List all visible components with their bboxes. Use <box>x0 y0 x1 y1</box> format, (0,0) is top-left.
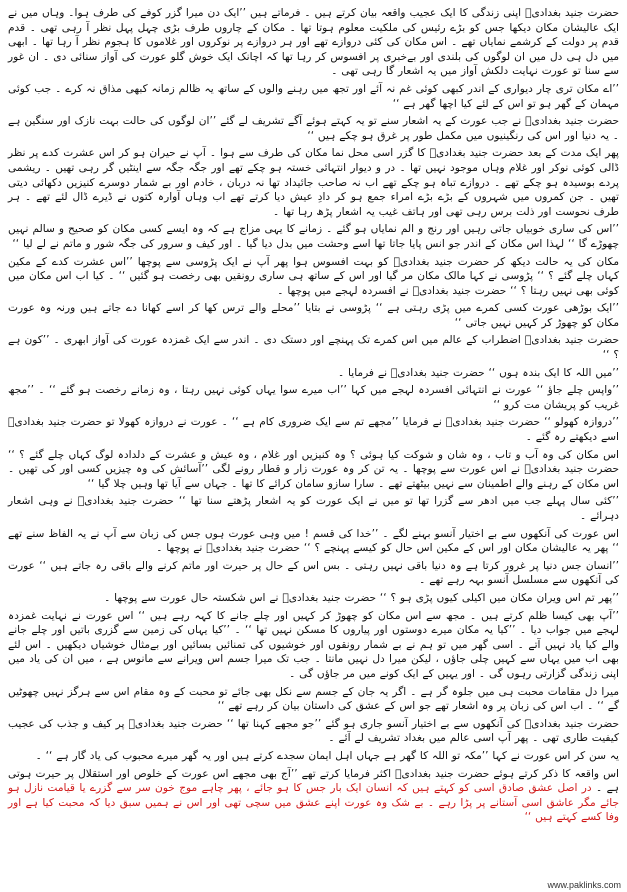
article-paragraph: حضرت جنید بغدادیؒ کی آنکھوں سے بے اختیار آنسو جاری ہو گئے ’’جو مجھے کہنا تھا ‘‘ حضرت جنید بغدادیؒ پر کیف و جذب کی عجیب کیفیت طاری تھی ۔ پھر آپ اسی عالم میں بغداد تشریف لے آئے ۔ <box>8 717 619 745</box>
article-paragraph: ’’میں اللہ کا ایک بندہ ہوں ‘‘ حضرت جنید بغدادیؒ نے فرمایا ۔ <box>337 366 619 379</box>
closing-highlight: در اصل عشق صادق اسی کو کہتے ہیں کہ انسان ایک بار جس کا ہو جائے ، پھر چاہے موج خون سر سے گزرے یا قیامت نازل ہو جائے مگر عاشق اسی آستانے پر پڑا رہے ۔ بے شک وہ عورت اپنے عشق میں سچی تھی اور اس نے ہمیں سبق دیا کہ محبت کیا ہے اور وفا کسے کہتے ہیں ‘‘ <box>8 782 619 824</box>
article-paragraph: میرا دل مقامات محبت ہی میں جلوہ گر ہے ۔ اگر یہ جان کے جسم سے نکل بھی جائے تو محبت کے وہ مقام اس سے ہرگز نہیں چھوٹیں گے ‘‘ ۔ اب اس کی زبان پر وہ اشعار تھے جو اس کے عشق کی داستان بیان کر رہے تھے ‘‘ <box>8 685 619 713</box>
article-paragraph: ’’پھر تم اس ویران مکان میں اکیلی کیوں پڑی ہو ؟ ‘‘ حضرت جنید بغدادیؒ نے اس شکستہ حال عورت سے پوچھا ۔ <box>104 591 619 604</box>
article-paragraph: اس مکان کی وہ آب و تاب ، وہ شان و شوکت کیا ہوئی ؟ وہ کنیزیں اور غلام ، وہ عیش و عشرت کے دلدادہ لوگ کہاں چلے گئے ؟ ‘‘ حضرت جنید بغدادیؒ نے اس عورت سے پوچھا ۔ یہ تن کر وہ عورت زار و قطار رونے لگی ’’آسائش کی وہ چیزیں کسی اور کی تھیں ۔ اس مکان کے رہنے والے اطمینان سے نہیں بیٹھتے تھے ۔ سارا سازو سامان کرائے کا تھا ۔ جہاں سے آیا تھا وہیں چلا گیا ‘‘ <box>8 448 619 490</box>
article-paragraph: ’’کئی سال پہلے جب میں ادھر سے گزرا تھا تو میں نے ایک عورت کو یہ اشعار پڑھتے سنا تھا ‘‘ حضرت جنید بغدادیؒ نے وہی اشعار دہرائے ۔ <box>8 495 619 522</box>
article-paragraph: ’’اے مکان تری چار دیواری کے اندر کبھی کوئی غم نہ آئے اور تجھ میں رہنے والوں کے ساتھ یہ ظالم زمانہ کبھی مذاق نہ کرے ۔ جب کوئی مہمان کے گھر ہو تو اس کے لئے کیا اچھا گھر ہے ‘‘ <box>8 82 619 110</box>
article-paragraph: ’’انسان جس دنیا پر غرور کرتا ہے وہ دنیا باقی نہیں رہتی ۔ بس اس کے حال پر حیرت اور ماتم کرنے والے باقی رہ جاتے ہیں ‘‘ عورت کی آنکھوں سے مسلسل آنسو بہہ رہے تھے ۔ <box>8 559 619 587</box>
closing-paragraph <box>8 767 619 825</box>
site-watermark: www.paklinks.com <box>547 880 621 890</box>
article-paragraph: ’’دروازہ کھولو ‘‘ حضرت جنید بغدادیؒ نے فرمایا ’’مجھے تم سے ایک ضروری کام ہے ‘‘ ۔ عورت نے دروازہ کھولا تو حضرت جنید بغدادیؒ اسے دیکھتے رہ گئے ۔ <box>8 416 619 444</box>
article-paragraph: یہ سن کر اس عورت نے کہا ’’مکہ تو اللہ کا گھر ہے جہاں اہل ایمان سجدے کرتے ہیں اور یہ گھر میرے محبوب کی یاد گار ہے ‘‘ ۔ <box>35 749 619 762</box>
article-paragraph: ’’واپس چلے جاؤ ‘‘ عورت نے انتہائی افسردہ لہجے میں کہا ’’اب میرے سوا یہاں کوئی نہیں رہتا ، وہ زمانے رخصت ہو گئے ‘‘ ۔ ’’مجھ غریب کو پریشان مت کرو ‘‘ <box>8 384 619 411</box>
article-paragraph: حضرت جنید بغدادیؒ نے جب عورت کے یہ اشعار سنے تو یہ کہتے ہوئے آگے تشریف لے گئے ’’ان لوگوں کی حالت بہت نازک اور سنگین ہے ۔ یہ دنیا اور اس کی رنگینیوں میں مکمل طور پر غرق ہو چکے ہیں ‘‘ <box>8 115 619 142</box>
article-paragraph: حضرت جنید بغدادیؒ اپنی زندگی کا ایک عجیب واقعہ بیان کرتے ہیں ۔ فرماتے ہیں ’’ایک دن میرا گزر کوفے کی طرف ہوا۔ وہاں میں نے ایک عالیشان مکان دیکھا جس کو بڑے رئیس کی ملکیت معلوم ہوتا تھا ۔ مکان کے چاروں طرف بڑی چہل پہل نظر آ رہی تھی ۔ قدم قدم پر دولت کے کرشمے نمایاں تھے ۔ اس مکان کی کئی دروازے تھے اور ہر دروازے پر نوکروں اور غلاموں کا ہجوم نظر آ رہا تھا ۔ ابھی میں دل ہی دل میں ان لوگوں کی بلندی اور بےخبری پر افسوس کر رہا تھا کہ اچانک ایک خوش گلو عورت کی آواز سنائی دی ۔ ان غور سے سنا تو عورت نہایت دلکش آواز میں یہ اشعار گا رہی تھی ۔ <box>8 7 619 78</box>
article-paragraph: مکان کی یہ حالت دیکھ کر حضرت جنید بغدادیؒ کو بہت افسوس ہوا پھر آپ نے ایک پڑوسی سے پوچھا ’’اس عشرت کدے کے مکین کہاں چلے گئے ؟ ‘‘ پڑوسی نے کہا مالک مکان مر گیا اور اس کے ساتھ ہی ساری رونقیں بھی رخصت ہو گئیں ‘‘ ۔ کیا اب اس مکان میں کوئی بھی نہیں رہتا ؟ ‘‘ حضرت جنید بغدادیؒ نے افسردہ لہجے میں پوچھا ۔ <box>8 255 619 297</box>
article-paragraph: ’’آپ بھی کیسا ظلم کرتے ہیں ۔ مجھ سے اس مکان کو چھوڑ کر کہیں اور چلے جانے کا کہہ رہے ہیں ‘‘ اس عورت نے نہایت غمزدہ لہجے میں جواب دیا ۔ ’’کیا یہ مکان میرے دوستوں اور پیاروں کا مسکن نہیں تھا ‘‘ ۔ ’’کیا یہاں کی زمین سے گزری باتیں اور چلے جانے والے کیا یاد نہیں آتے ۔ اسی گھر میں تو ہم نے بے شمار رونقوں اور خوشیوں کی تمنائیں بسائیں اور بےمثال خوشیاں دیکھیں ۔ اس لئے بھی اب میں یہاں سے کہیں چلی جاؤں ، لیکن میرا دل نہیں مانتا ۔ جب تک میرا جسم اس ویرانے سے مانوس ہے ، میں ان کی یاد میں اپنی زندگی گزارتی رہوں گی ۔ اور یہیں کے ایک کونے میں مر جاؤں گی ۔ <box>8 609 619 680</box>
article-paragraph: ’’ایک بوڑھی عورت کسی کمرے میں پڑی رہتی ہے ‘‘ پڑوسی نے بتایا ’’محلے والے ترس کھا کر اسے کھانا دے جاتے ہیں ورنہ وہ عورت مکان کو چھوڑ کر کہیں نہیں جاتی ‘‘ <box>8 302 619 329</box>
article-paragraph: ’’اس کی ساری خوبیاں جاتی رہیں اور رنج و الم نمایاں ہو گئے ۔ زمانے کا یہی مزاج ہے کہ وہ ایسے کسی مکان کو صحیح و سالم نہیں چھوڑے گا ‘‘ لہذا اس مکان کے اندر جو انس پایا جاتا تھا اسے وحشت میں بدل دیا گیا ۔ اور کیف و سرور کی جگہ شور و ماتم نے لے لیا ‘‘ <box>8 223 619 250</box>
article-paragraph: پھر ایک مدت کے بعد حضرت جنید بغدادیؒ کا گزر اسی محل نما مکان کی طرف سے ہوا ۔ آپ نے حیران ہو کر اس عشرت کدے پر نظر ڈالی کوئی نوکر اور غلام وہاں موجود نہیں تھا ۔ در و دیوار انتہائی خستہ ہو چکے تھے اور جگہ جگہ سے اینٹیں گر رہی تھیں ۔ ریشمی پردے بوسیدہ ہو چکے تھے ۔ دروازے تباہ ہو چکے تھے اب نہ صاحب جائیداد تھا نہ دربان ، خادم اور بے شمار دوسرے کنیزیں دکھائی دیتی تھیں ۔ جن کمروں میں شہروں کے بڑے بڑے امراء جمع ہو کر دادِ عیش دیا کرتے تھے اب وہاں آوارہ کتوں نے ڈیرے ڈال لئے تھے ۔ ہر طرف نحوست اور ذلت برس رہی تھی اور ہاتف غیب یہ اشعار پڑھ رہا تھا ۔ <box>8 147 619 218</box>
article-paragraph: اس عورت کی آنکھوں سے بے اختیار آنسو بہنے لگے ۔ ’’خدا کی قسم ! میں وہی عورت ہوں جس کی زبان سے آپ نے یہ الفاظ سنے تھے ‘‘ پھر یہ عالیشان مکان اور اس کے مکین اس حال کو کیسے پہنچے ؟ ‘‘ حضرت جنید بغدادیؒ نے پوچھا ۔ <box>8 527 619 555</box>
closing-text: اس واقعہ کا ذکر کرتے ہوئے حضرت جنید بغدادیؒ اکثر فرمایا کرتے تھے ’’آج بھی مجھے اس عورت کے خلوص اور استقلال پر حیرت ہوتی ہے ۔ <box>8 767 619 795</box>
article-paragraph: حضرت جنید بغدادیؒ اضطراب کے عالم میں اس کمرے تک پہنچے اور دستک دی ۔ اندر سے ایک غمزدہ عورت کی آواز ابھری ۔ ’’کون ہے ؟ ‘‘ <box>8 334 619 362</box>
